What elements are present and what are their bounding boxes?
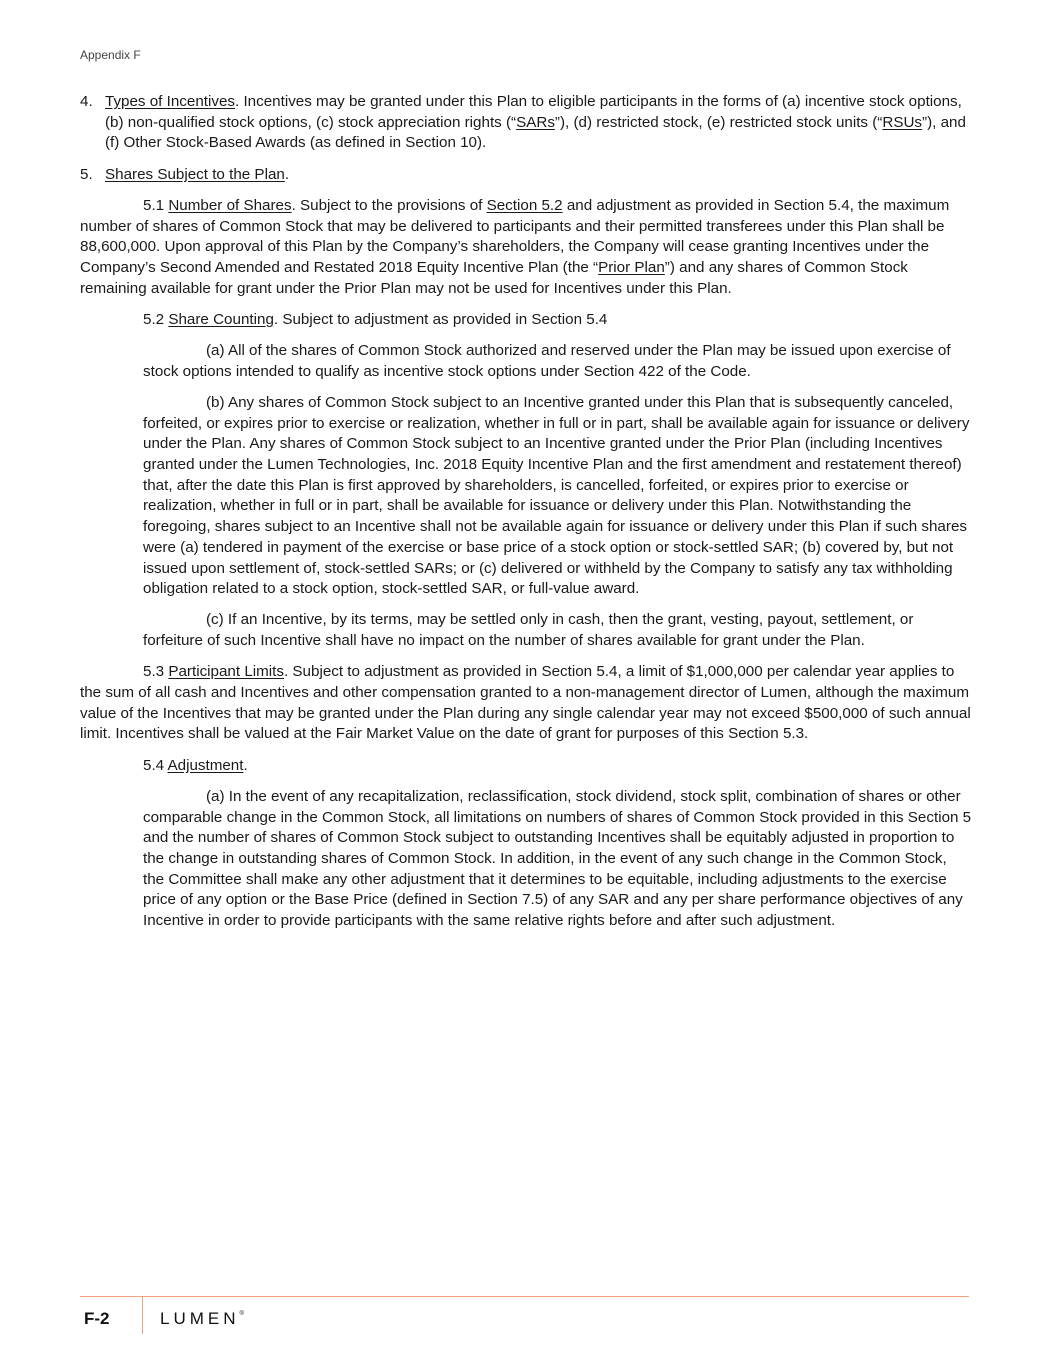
text-run: and adjustment as provided in Section 5.4, the maximum number of shares of Common Stock that may be delivered to participants and their permitted transferees under this Plan shall be 88,600,000. Upon approval of this Plan by the Company’s shareholders, the Company will cease granting Incentives under the Company’s Second Amended and Restated 2018 Equity Incentive Plan (the “ bbox=[80, 196, 950, 276]
text-run: . Subject to adjustment as provided in Section 5.4, a limit of $1,000,000 per calendar year applies to the sum of all cash and Incentives and other compensation granted to a non-management director of Lumen, although the maximum value of the Incentives that may be granted under the Plan during any single calendar year may not exceed $500,000 of such annual limit. Incentives shall be valued at the Fair Market Value on the date of grant for purposes of this Section 5.3. bbox=[80, 663, 971, 743]
subsection-title: Adjustment bbox=[167, 756, 244, 774]
section-text bbox=[105, 92, 972, 154]
text-run: . bbox=[243, 756, 248, 774]
page-number: F-2 bbox=[84, 1309, 110, 1328]
text-run: . Subject to the provisions of bbox=[291, 196, 487, 214]
page-header: Appendix F bbox=[80, 48, 141, 62]
section-5-2-a: (a) All of the shares of Common Stock authorized and reserved under the Plan may be issued upon exercise of stock options intended to qualify as incentive stock options under Section 422 of the Code. bbox=[143, 342, 951, 380]
section-5-2 bbox=[143, 310, 972, 331]
subsection-title: Participant Limits bbox=[168, 663, 284, 681]
section-5-1 bbox=[80, 196, 972, 300]
text-run: ”), (d) restricted stock, (e) restricted stock units (“ bbox=[554, 113, 883, 131]
registered-mark: ® bbox=[239, 1311, 244, 1317]
document-body bbox=[80, 92, 972, 942]
defined-term-prior-plan: Prior Plan bbox=[598, 258, 665, 276]
footer-rule bbox=[80, 1296, 969, 1297]
section-number: 5. bbox=[80, 165, 93, 183]
section-text bbox=[105, 165, 972, 186]
subsection-number: 5.3 bbox=[143, 663, 169, 681]
subsection-number: 5.4 bbox=[143, 756, 168, 774]
text-run: . Subject to adjustment as provided in Section 5.4 bbox=[273, 310, 608, 328]
section-5-3 bbox=[80, 662, 972, 745]
section-4 bbox=[80, 92, 972, 154]
subsection-number: 5.2 bbox=[143, 310, 169, 328]
logo-text: LUMEN bbox=[160, 1309, 240, 1328]
section-number: 4. bbox=[80, 93, 93, 110]
footer-divider bbox=[142, 1297, 143, 1334]
subsection-title: Number of Shares bbox=[168, 196, 292, 214]
section-5 bbox=[80, 165, 972, 186]
lumen-logo bbox=[160, 1309, 244, 1329]
section-reference: Section 5.2 bbox=[486, 196, 563, 214]
section-5-4 bbox=[143, 756, 972, 777]
subsection-title: Share Counting bbox=[168, 310, 274, 328]
subsection-number: 5.1 bbox=[143, 196, 169, 214]
section-5-2-c: (c) If an Incentive, by its terms, may be settled only in cash, then the grant, vesting, payout, settlement, or forfeiture of such Incentive shall have no impact on the number of shares available for grant under the Plan. bbox=[143, 611, 914, 650]
section-title: Types of Incentives bbox=[105, 93, 236, 110]
section-5-4-a: (a) In the event of any recapitalization, reclassification, stock dividend, stock split, combination of shares or other comparable change in the Common Stock, all limitations on numbers of shares of Common Stock provided in this Section 5 and the number of shares of Common Stock subject to outstanding Incentives shall be equitably adjusted in proportion to the change in outstanding shares of Common Stock. In addition, in the event of any such change in the Common Stock, the Committee shall make any other adjustment that it determines to be equitable, including adjustments to the exercise price of any option or the Base Price (defined in Section 7.5) of any SAR and any per share performance objectives of any Incentive in order to provide participants with the same relative rights before and after such adjustment. bbox=[143, 787, 972, 930]
section-5-2-b: (b) Any shares of Common Stock subject to an Incentive granted under this Plan that is subsequently canceled, forfeited, or expires prior to exercise or realization, whether in full or in part, shall be available again for issuance or delivery under the Plan. Any shares of Common Stock subject to an Incentive granted under the Prior Plan (including Incentives granted under the Lumen Technologies, Inc. 2018 Equity Incentive Plan and the first amendment and restatement thereof) that, after the date this Plan is first approved by shareholders, is cancelled, forfeited, or expires prior to exercise or realization, whether in full or in part, shall be available for issuance or delivery under this Plan. Notwithstanding the foregoing, shares subject to an Incentive shall not be available again for issuance or delivery under this Plan if such shares were (a) tendered in payment of the exercise or base price of a stock option or stock-settled SAR; (b) covered by, but not issued upon settlement of, stock-settled SARs; or (c) delivered or withheld by the Company to satisfy any tax withholding obligation related to a stock option, stock-settled SAR, or full-value award. bbox=[143, 393, 970, 598]
defined-term-rsus: RSUs bbox=[882, 113, 923, 131]
text-run: . bbox=[284, 165, 290, 183]
text-run: ”) and any shares of Common Stock remaining available for grant under the Prior Plan may not be used for Incentives under this Plan. bbox=[80, 258, 908, 297]
section-title: Shares Subject to the Plan bbox=[105, 165, 285, 183]
text-run: . Incentives may be granted under this Plan to eligible participants in the forms of (a) incentive stock options, (b) non-qualified stock options, (c) stock appreciation rights (“ bbox=[105, 93, 962, 131]
text-run: ”), and (f) Other Stock-Based Awards (as defined in Section 10). bbox=[105, 113, 966, 152]
defined-term-sars: SARs bbox=[516, 113, 555, 131]
